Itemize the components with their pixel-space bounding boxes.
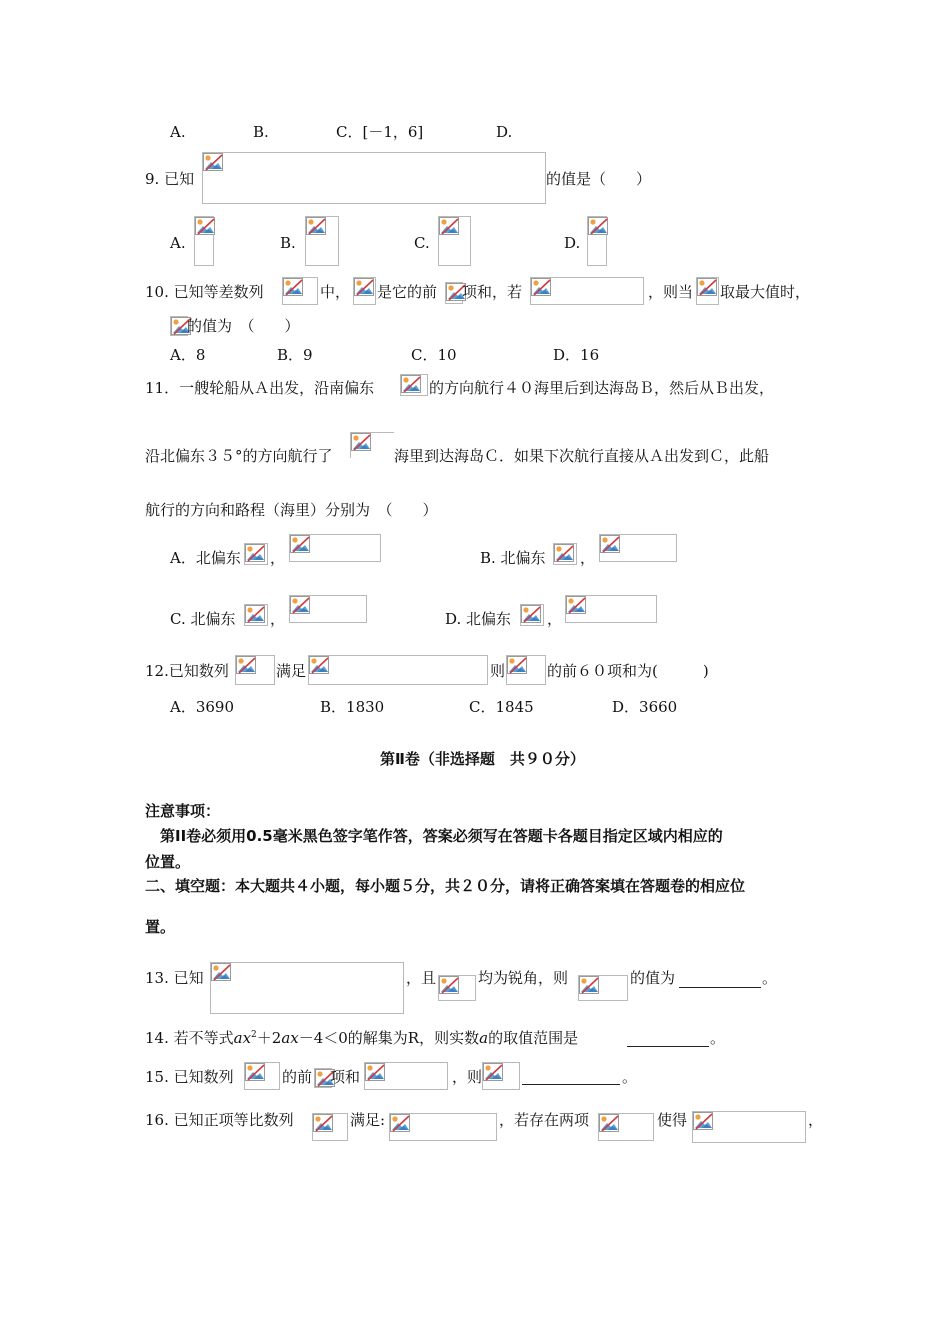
broken-image-icon <box>195 217 215 235</box>
q13-p1: 13. 已知 <box>145 969 204 987</box>
broken-image-icon <box>697 278 717 296</box>
q15-img-sn <box>364 1062 448 1090</box>
broken-image-icon <box>439 976 459 994</box>
broken-image-icon <box>245 605 265 623</box>
broken-image-icon <box>290 596 310 614</box>
q13-img-target <box>578 975 628 1001</box>
q14-p9: 。 <box>710 1029 726 1047</box>
q11-option-a-distance <box>289 534 381 562</box>
broken-image-icon <box>401 375 421 393</box>
q8-option-a: A. <box>170 123 186 141</box>
fill-heading-line1: 二、填空题：本大题共４小题，每小题５分，共２０分，请将正确答案填在答题卷的相应位 <box>145 877 746 895</box>
broken-image-icon <box>245 1063 265 1081</box>
q12-img-an2 <box>506 655 546 685</box>
q11-img-angle1 <box>400 374 428 396</box>
broken-image-icon <box>245 544 265 562</box>
fill-heading-line2: 置。 <box>145 918 176 936</box>
q16-p2: 满足: <box>350 1111 386 1129</box>
section-title: 第Ⅱ卷（非选择题 共９０分） <box>380 750 585 768</box>
q11-img-distance <box>350 432 394 458</box>
notice-heading: 注意事项： <box>145 802 221 820</box>
q9-option-d-image <box>587 216 607 266</box>
broken-image-icon <box>599 1114 619 1132</box>
q16-p5: ， <box>808 1111 824 1129</box>
q9-option-c: C. <box>414 234 430 252</box>
q13-answer-blank[interactable] <box>679 987 761 988</box>
q10-p5: ，则当 <box>648 283 694 301</box>
q9-option-a: A. <box>170 234 186 252</box>
q11-line3: 航行的方向和路程（海里）分别为 （ ） <box>145 501 438 519</box>
q11-line2a: 沿北偏东３５°的方向航行了 <box>145 447 333 465</box>
q9-option-b: B. <box>280 234 296 252</box>
q13-p2: ，且 <box>406 969 437 987</box>
broken-image-icon <box>283 278 303 296</box>
q10-img-sn <box>353 277 376 305</box>
q16-img-equation <box>692 1111 806 1143</box>
q8-option-b: B. <box>253 123 269 141</box>
q12-p4: 的前６０项和为( ) <box>547 662 709 680</box>
q15-img-an <box>244 1062 280 1090</box>
broken-image-icon <box>390 1114 410 1132</box>
q10-p4: 项和，若 <box>462 283 523 301</box>
q13-p5: 。 <box>762 969 778 987</box>
q11-line2b: 海里到达海岛Ｃ．如果下次航行直接从Ａ出发到Ｃ，此船 <box>394 447 770 465</box>
q10-option-d: D．16 <box>553 346 600 364</box>
q11-option-c: C. 北偏东 <box>170 610 236 628</box>
comma: ， <box>580 549 596 567</box>
comma: ， <box>270 610 286 628</box>
q10-option-a: A．8 <box>170 346 206 364</box>
q13-img-angles <box>438 975 476 1001</box>
q15-answer-blank[interactable] <box>522 1084 620 1085</box>
q10-option-c: C．10 <box>411 346 457 364</box>
comma: ， <box>270 549 286 567</box>
broken-image-icon <box>588 217 608 235</box>
broken-image-icon <box>306 217 326 235</box>
broken-image-icon <box>554 544 574 562</box>
q11-option-d-angle <box>520 604 544 626</box>
q9-option-a-image <box>194 216 214 266</box>
q10-img-condition <box>530 277 644 305</box>
q12-option-c: C．1845 <box>469 698 534 716</box>
q10-p7: 的值为 （ ） <box>187 317 300 335</box>
q12-option-b: B．1830 <box>320 698 385 716</box>
q14-p4: ＋2 <box>256 1029 282 1047</box>
q11-option-d-distance <box>565 595 657 623</box>
notice-line1: 第II卷必须用0.5毫米黑色签字笔作答，答案必须写在答题卡各题目指定区域内相应的 <box>145 827 723 845</box>
q9-formula-image <box>202 152 546 204</box>
q14-var-a2: ax <box>281 1029 299 1047</box>
q11-line1a: 11．一艘轮船从Ａ出发，沿南偏东 <box>145 379 375 397</box>
q10-img-n2 <box>170 316 188 336</box>
q10-img-sn2 <box>696 277 719 305</box>
q10-p3: 是它的前 <box>377 283 438 301</box>
q12-p3: 则 <box>490 662 506 680</box>
broken-image-icon <box>600 535 620 553</box>
q10-p2: 中， <box>320 283 351 301</box>
q10-img-n <box>445 282 463 304</box>
broken-image-icon <box>566 596 586 614</box>
q14-answer-blank[interactable] <box>627 1046 709 1047</box>
q12-option-a: A．3690 <box>170 698 235 716</box>
q9-option-d: D. <box>564 234 581 252</box>
broken-image-icon <box>693 1112 713 1130</box>
q15-img-target <box>482 1062 520 1090</box>
q11-option-b: B. 北偏东 <box>480 549 546 567</box>
q15-p2b: 项和 <box>330 1068 361 1086</box>
q11-option-c-distance <box>289 595 367 623</box>
broken-image-icon <box>439 217 459 235</box>
broken-image-icon <box>351 433 371 451</box>
q14-text <box>145 1031 578 1046</box>
q12-p1: 12.已知数列 <box>145 662 229 680</box>
q16-p3: ，若存在两项 <box>499 1111 590 1129</box>
comma: ， <box>547 610 563 628</box>
q15-p4: ，则 <box>452 1068 483 1086</box>
broken-image-icon <box>521 605 541 623</box>
q12-option-d: D．3660 <box>612 698 678 716</box>
q16-img-condition <box>389 1113 497 1141</box>
q16-img-an <box>312 1113 348 1141</box>
broken-image-icon <box>211 963 231 981</box>
q11-option-b-angle <box>553 543 577 565</box>
q10-p1: 10. 已知等差数列 <box>145 283 264 301</box>
broken-image-icon <box>531 278 551 296</box>
q9-suffix: 的值是（ ） <box>546 170 652 188</box>
q12-img-an <box>235 655 275 685</box>
q14-exp: 2 <box>251 1030 257 1040</box>
q13-img-given <box>210 962 404 1014</box>
q14-p8: 的取值范围是 <box>488 1029 579 1047</box>
q8-option-c: C．[－1，6] <box>336 123 424 141</box>
broken-image-icon <box>309 656 329 674</box>
q9-option-b-image <box>305 216 339 266</box>
broken-image-icon <box>236 656 256 674</box>
broken-image-icon <box>579 976 599 994</box>
broken-image-icon <box>313 1114 333 1132</box>
q15-p5: 。 <box>622 1068 638 1086</box>
broken-image-icon <box>354 278 374 296</box>
q16-img-terms <box>598 1113 654 1141</box>
q10-p6: 取最大值时， <box>720 283 811 301</box>
q9-option-c-image <box>438 216 471 266</box>
q14-var-a1: ax <box>233 1029 252 1047</box>
q13-p3: 均为锐角，则 <box>478 969 569 987</box>
q16-p4: 使得 <box>657 1111 688 1129</box>
broken-image-icon <box>365 1063 385 1081</box>
q11-line1b: 的方向航行４０海里后到达海岛Ｂ，然后从Ｂ出发， <box>429 379 775 397</box>
broken-image-icon <box>203 153 223 171</box>
q11-option-d: D. 北偏东 <box>445 610 512 628</box>
q14-p1: 14. 若不等式 <box>145 1029 234 1047</box>
q11-option-c-angle <box>244 604 268 626</box>
q16-p1: 16. 已知正项等比数列 <box>145 1111 294 1129</box>
q11-option-a-angle <box>244 543 268 565</box>
q8-option-d: D. <box>496 123 513 141</box>
q14-var-a3: a <box>479 1029 489 1047</box>
q12-img-recurrence <box>308 655 488 685</box>
q11-option-a: A．北偏东 <box>170 549 241 567</box>
q9-prefix: 9. 已知 <box>145 170 195 188</box>
notice-line2: 位置。 <box>145 853 191 871</box>
broken-image-icon <box>290 535 310 553</box>
q15-p1: 15. 已知数列 <box>145 1068 234 1086</box>
q10-img-an <box>282 277 318 305</box>
broken-image-icon <box>507 656 527 674</box>
q13-p4: 的值为 <box>630 969 676 987</box>
q15-p2: 的前 <box>282 1068 313 1086</box>
broken-image-icon <box>483 1063 503 1081</box>
q10-option-b: B．9 <box>277 346 313 364</box>
q11-option-b-distance <box>599 534 677 562</box>
q14-p6: －4＜0的解集为R，则实数 <box>298 1029 480 1047</box>
q12-p2: 满足 <box>276 662 307 680</box>
